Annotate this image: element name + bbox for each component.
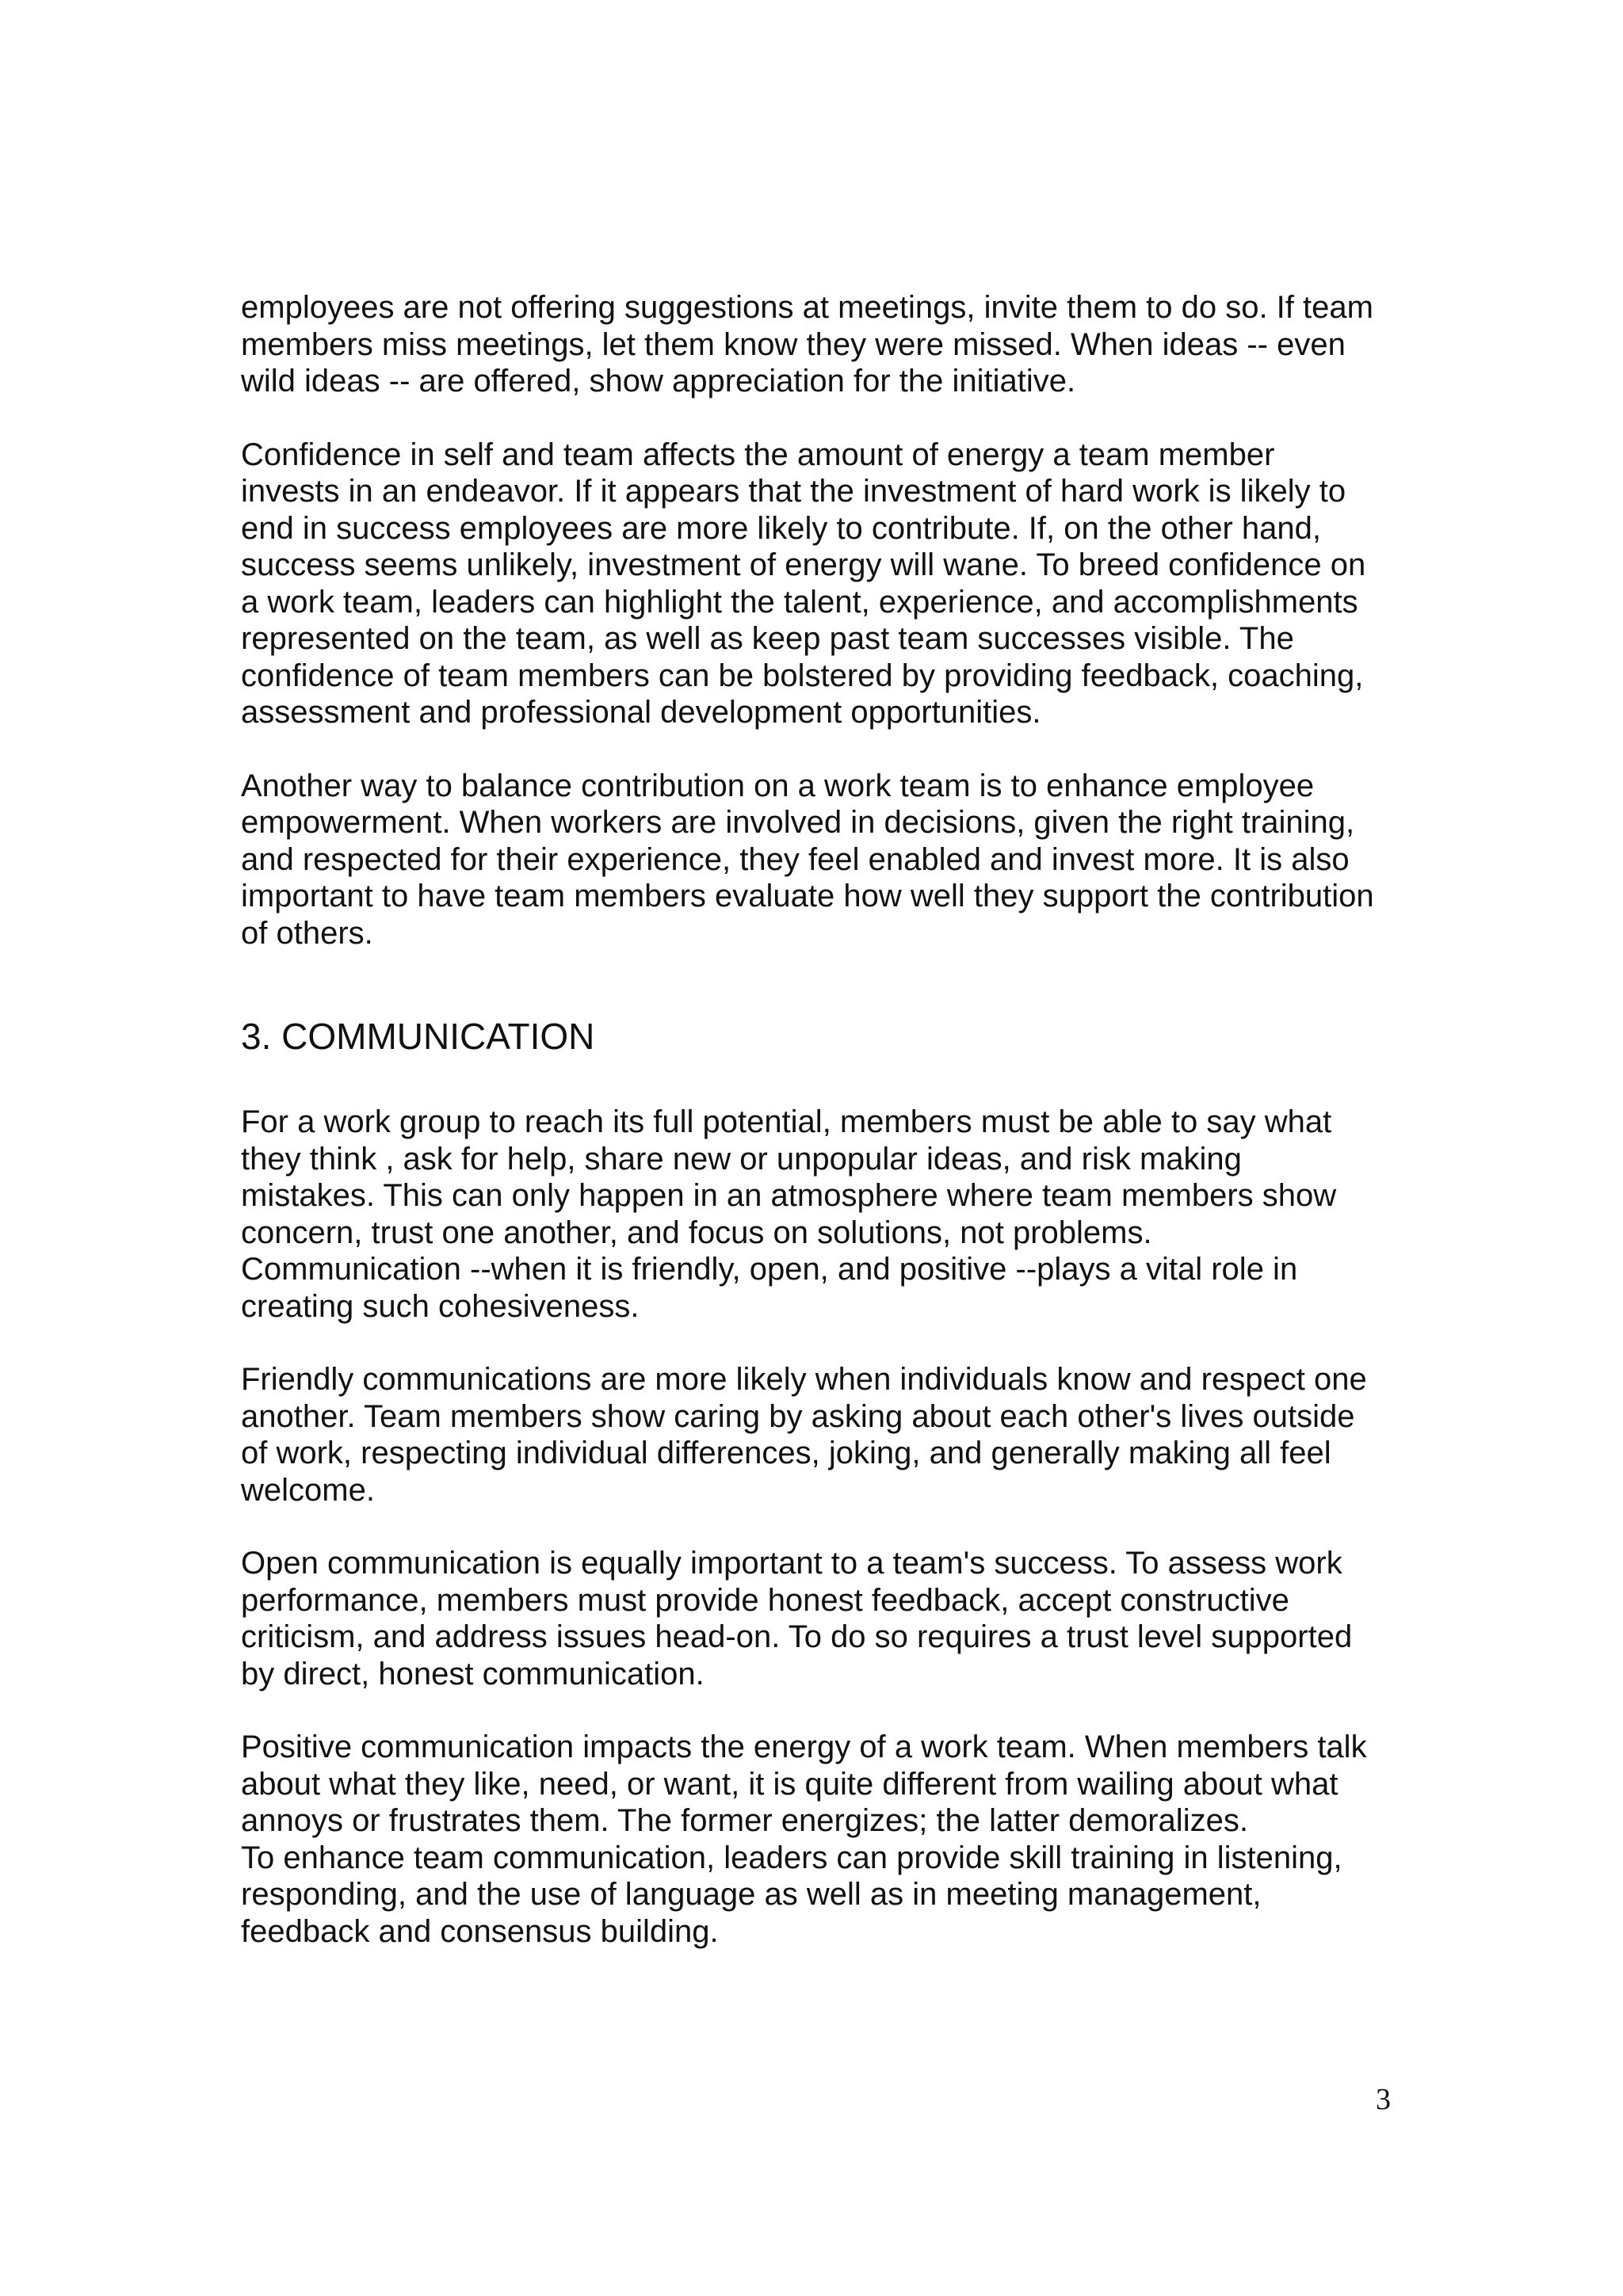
text-line: of others. — [241, 915, 373, 951]
paragraph-friendly-communication — [241, 1361, 1414, 1508]
text-line: concern, trust one another, and focus on solutions, not problems. — [241, 1215, 1152, 1250]
text-line: Open communication is equally important to a team's success. To assess work — [241, 1546, 1342, 1581]
text-line: invests in an endeavor. If it appears that the investment of hard work is likely to — [241, 474, 1346, 509]
text-line: of work, respecting individual differences, joking, and generally making all feel — [241, 1436, 1331, 1470]
paragraph-confidence — [241, 437, 1414, 731]
paragraph-full-potential — [241, 1104, 1414, 1325]
text-line: by direct, honest communication. — [241, 1656, 705, 1691]
text-line: wild ideas -- are offered, show appreciation for the initiative. — [241, 364, 1076, 399]
text-line: members miss meetings, let them know they were missed. When ideas -- even — [241, 326, 1346, 362]
section-heading-communication: 3. COMMUNICATION — [241, 1016, 595, 1057]
text-line: Positive communication impacts the energy of a work team. When members talk — [241, 1730, 1367, 1764]
text-line: employees are not offering suggestions at meetings, invite them to do so. If team — [241, 290, 1373, 325]
text-line: welcome. — [241, 1472, 375, 1508]
text-line: represented on the team, as well as keep past team successes visible. The — [241, 621, 1294, 656]
text-line: about what they like, need, or want, it is quite different from wailing about what — [241, 1766, 1338, 1802]
text-line: responding, and the use of language as well as in meeting management, — [241, 1877, 1262, 1912]
paragraph-empowerment — [241, 768, 1414, 952]
paragraph-open-communication — [241, 1545, 1414, 1692]
text-line: performance, members must provide honest feedback, accept constructive — [241, 1582, 1289, 1618]
text-line: end in success employees are more likely to contribute. If, on the other hand, — [241, 510, 1321, 546]
text-line: a work team, leaders can highlight the talent, experience, and accomplishments — [241, 584, 1358, 620]
text-line: Confidence in self and team affects the amount of energy a team member — [241, 437, 1275, 472]
text-line: For a work group to reach its full potential, members must be able to say what — [241, 1104, 1332, 1139]
text-line: empowerment. When workers are involved in decisions, given the right training, — [241, 805, 1355, 840]
text-line: Communication --when it is friendly, open, and positive --plays a vital role in — [241, 1252, 1298, 1287]
text-line: criticism, and address issues head-on. To do so requires a trust level supported — [241, 1619, 1353, 1654]
text-line: they think , ask for help, share new or unpopular ideas, and risk making — [241, 1141, 1242, 1177]
text-line: confidence of team members can be bolstered by providing feedback, coaching, — [241, 658, 1364, 693]
text-line: annoys or frustrates them. The former energizes; the latter demoralizes. — [241, 1803, 1248, 1838]
text-line: Another way to balance contribution on a work team is to enhance employee — [241, 768, 1315, 803]
text-line: feedback and consensus building. — [241, 1913, 719, 1949]
text-line: creating such cohesiveness. — [241, 1288, 640, 1324]
text-line: assessment and professional development opportunities. — [241, 695, 1041, 730]
text-line: To enhance team communication, leaders can provide skill training in listening, — [241, 1840, 1342, 1875]
text-line: mistakes. This can only happen in an atmosphere where team members show — [241, 1178, 1337, 1213]
text-line: another. Team members show caring by asking about each other's lives outside — [241, 1398, 1355, 1434]
text-line: important to have team members evaluate how well they support the contribution — [241, 879, 1374, 913]
text-line: success seems unlikely, investment of energy will wane. To breed confidence on — [241, 547, 1366, 582]
paragraph-positive-communication — [241, 1729, 1414, 1950]
text-line: Friendly communications are more likely when individuals know and respect one — [241, 1362, 1367, 1397]
paragraph-employee-suggestions — [241, 289, 1414, 400]
text-line: and respected for their experience, they feel enabled and invest more. It is also — [241, 841, 1350, 877]
document-body — [241, 289, 1414, 1950]
page-number: 3 — [1376, 2083, 1391, 2116]
